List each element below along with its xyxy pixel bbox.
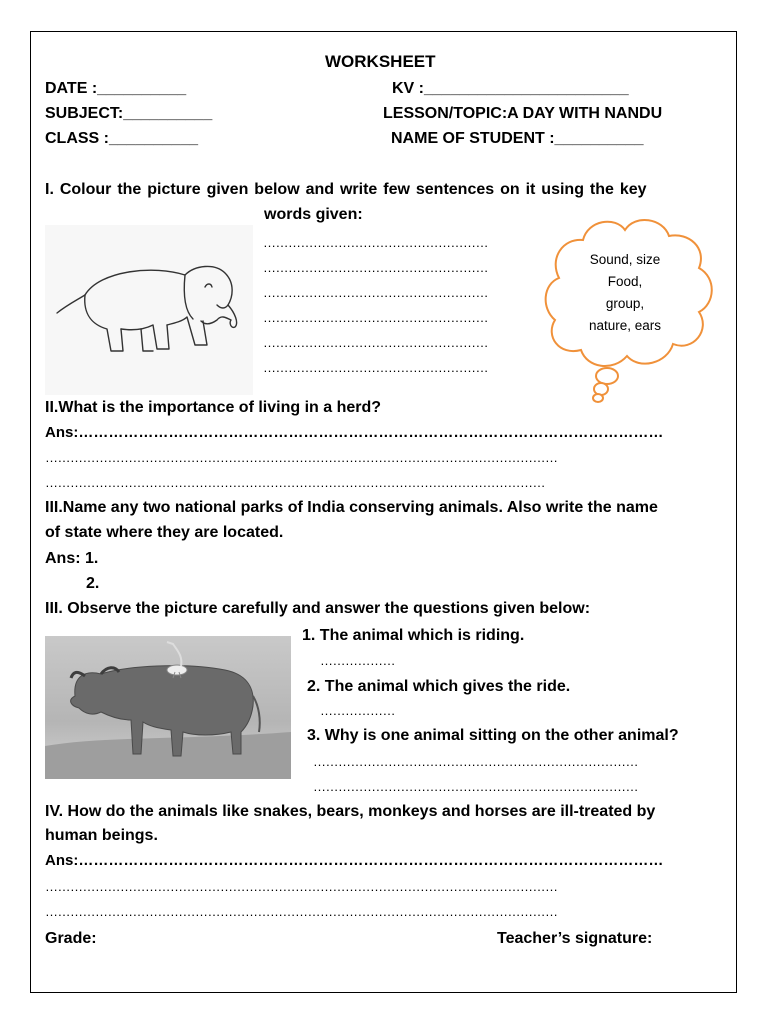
keyword-4: nature, ears [588, 318, 662, 333]
q4-question: III. Observe the picture carefully and answer the questions given below: [45, 600, 591, 617]
q2-question: II.What is the importance of living in a herd? [45, 399, 382, 416]
q3-answer-1[interactable]: Ans: 1. [45, 550, 99, 567]
elephant-icon [45, 225, 253, 395]
q5-question-line2: human beings. [45, 827, 158, 844]
keyword-2: Food, [607, 274, 643, 289]
worksheet-title: WORKSHEET [325, 52, 436, 71]
q4-sub2: 2. The animal which gives the ride. [307, 678, 571, 695]
keywords-list [560, 249, 690, 337]
grade-label: Grade: [45, 930, 97, 947]
q1-text-line2: words given: [264, 206, 363, 223]
q1-answer-line-4[interactable]: ……………………………………………… [263, 310, 488, 325]
q5-answer-line-3[interactable]: …………………………………………………………………………………………………………… [45, 904, 558, 919]
elephant-picture [45, 225, 253, 395]
q1-answer-line-5[interactable]: ……………………………………………… [263, 335, 488, 350]
q2-answer-line-2[interactable]: …………………………………………………………………………………………………………… [45, 450, 558, 465]
q3-question-line1: III.Name any two national parks of India conserving animals. Also write the name [45, 499, 658, 516]
q5-answer-line-1[interactable]: Ans:……………………………………………………………………………………………………… [45, 852, 664, 869]
keyword-3: group, [605, 296, 645, 311]
q1-answer-line-3[interactable]: ……………………………………………… [263, 285, 488, 300]
q2-answer-line-3[interactable]: ………………………………………………………………………………………………………… [45, 475, 545, 490]
teacher-signature-label: Teacher’s signature: [497, 930, 653, 947]
q4-sub3: 3. Why is one animal sitting on the other animal? [307, 727, 679, 744]
q5-answer-line-2[interactable]: …………………………………………………………………………………………………………… [45, 879, 558, 894]
q1-answer-line-6[interactable]: ……………………………………………… [263, 360, 488, 375]
q1-answer-line-1[interactable]: ……………………………………………… [263, 235, 488, 250]
student-name-field: NAME OF STUDENT :__________ [391, 130, 644, 147]
q4-sub2-answer[interactable]: ……………… [320, 703, 395, 718]
q1-text-line1: I. Colour the picture given below and write few sentences on it using the key [45, 181, 647, 198]
buffalo-icon [45, 636, 291, 779]
q1-answer-line-2[interactable]: ……………………………………………… [263, 260, 488, 275]
lesson-topic: LESSON/TOPIC:A DAY WITH NANDU [383, 105, 663, 122]
q3-question-line2: of state where they are located. [45, 524, 284, 541]
subject-field: SUBJECT:__________ [45, 105, 213, 122]
date-field: DATE :__________ [45, 80, 187, 97]
keyword-1: Sound, size [589, 252, 661, 267]
q4-sub1-answer[interactable]: ……………… [320, 653, 395, 668]
q2-answer-line-1[interactable]: Ans:……………………………………………………………………………………………………… [45, 424, 664, 441]
buffalo-egret-picture [45, 636, 291, 779]
q4-sub1: 1. The animal which is riding. [302, 627, 525, 644]
kv-field: KV :_______________________ [392, 80, 629, 97]
q3-answer-2[interactable]: 2. [86, 575, 100, 592]
class-field: CLASS :__________ [45, 130, 198, 147]
q4-sub3-answer-1[interactable]: …………………………………………………………………… [313, 754, 638, 769]
q4-sub3-answer-2[interactable]: …………………………………………………………………… [313, 779, 638, 794]
q5-question-line1: IV. How do the animals like snakes, bears, monkeys and horses are ill-treated by [45, 803, 656, 820]
